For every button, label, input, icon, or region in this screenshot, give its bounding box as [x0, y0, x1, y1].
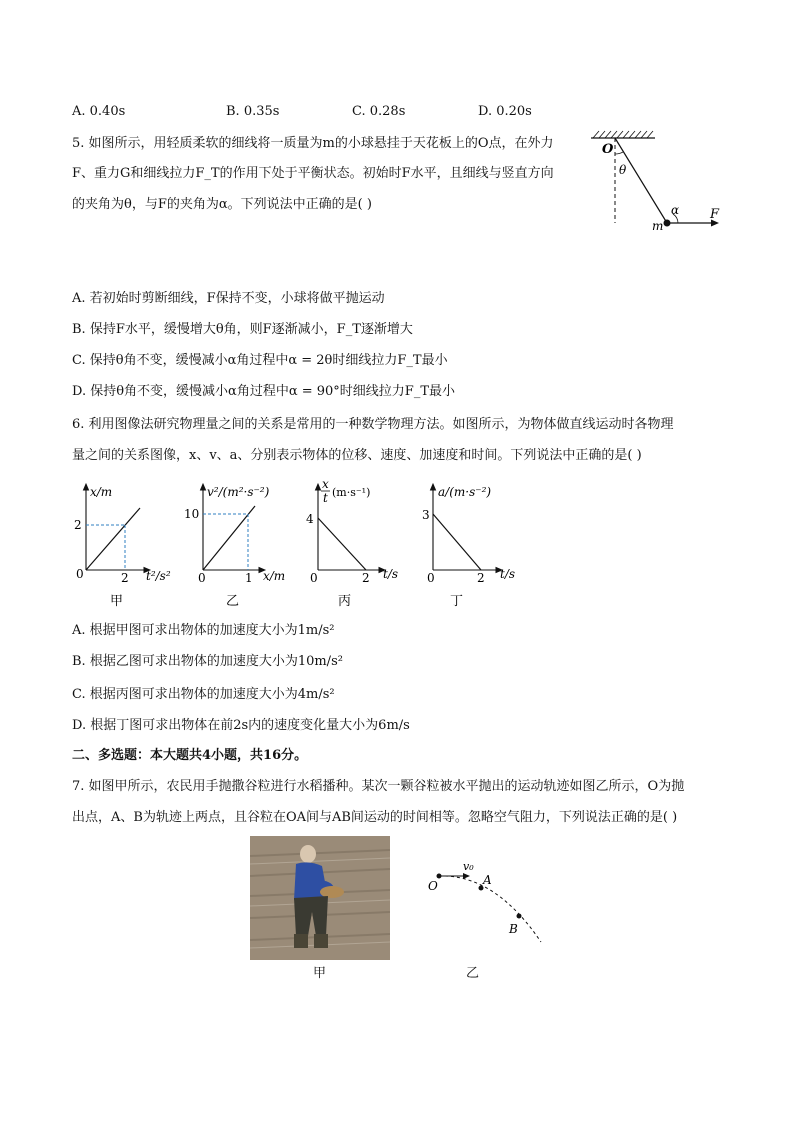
q5-stem-line-1: 5. 如图所示，用轻质柔软的细线将一质量为m的小球悬挂于天花板上的O点，在外力: [72, 136, 554, 151]
farmer-sowing-photo: [250, 836, 390, 960]
graph-ding-ylabel: a/(m·s⁻²): [438, 485, 492, 499]
graph-jia-caption: 甲: [110, 594, 124, 609]
label-b: B: [509, 922, 518, 936]
q5-option-a: A. 若初始时剪断细线，F保持不变，小球将做平抛运动: [72, 291, 385, 306]
label-m: m: [652, 219, 664, 233]
graph-bing-origin: 0: [310, 571, 318, 585]
q7-photo-caption: 甲: [313, 966, 327, 981]
graph-ding: [422, 484, 515, 609]
graph-yi-line: [203, 506, 255, 570]
graph-ding-caption: 丁: [450, 594, 464, 609]
label-f: F: [710, 207, 720, 222]
graph-jia-xlabel: t²/s²: [146, 569, 171, 583]
ball: [664, 220, 671, 227]
graph-bing-xlabel: t/s: [383, 567, 399, 581]
q7-stem-line-1: 7. 如图甲所示，农民用手抛撒谷粒进行水稻播种。某次一颗谷粒被水平抛出的运动轨迹如图乙所示，O为抛: [72, 779, 685, 794]
point-b: [517, 914, 522, 919]
graph-bing-caption: 丙: [338, 594, 352, 609]
graph-ding-xlabel: t/s: [500, 567, 516, 581]
graph-bing-ylabel-top: x: [322, 478, 329, 491]
graph-jia-line: [86, 508, 140, 570]
q6-option-b: B. 根据乙图可求出物体的加速度大小为10m/s²: [72, 654, 343, 669]
label-a: A: [483, 873, 492, 887]
section-2-title: 二、多选题：本大题共4小题，共16分。: [72, 748, 308, 763]
q6-option-d: D. 根据丁图可求出物体在前2s内的速度变化量大小为6m/s: [72, 718, 410, 733]
graph-yi: [184, 484, 285, 609]
graph-yi-yval: 10: [184, 507, 200, 521]
graph-bing-ylabel-unit: (m·s⁻¹): [332, 486, 371, 499]
graph-yi-ylabel: v²/(m²·s⁻²): [207, 485, 270, 499]
q5-option-b: B. 保持F水平，缓慢增大θ角，则F逐渐减小，F_T逐渐增大: [72, 322, 413, 337]
q7-trajectory-diagram: [425, 856, 555, 951]
label-v0: v₀: [463, 860, 474, 873]
graph-jia-xval: 2: [121, 571, 129, 585]
label-alpha: α: [671, 203, 680, 217]
graph-yi-xval: 1: [245, 571, 253, 585]
graph-bing-line: [318, 518, 366, 570]
q5-option-d: D. 保持θ角不变，缓慢减小α角过程中α = 90°时细线拉力F_T最小: [72, 384, 455, 399]
graph-bing-ylabel-bottom: t: [323, 491, 328, 505]
graph-bing: [306, 478, 398, 609]
graph-ding-xval: 2: [477, 571, 485, 585]
q6-stem-line-1: 6. 利用图像法研究物理量之间的关系是常用的一种数学物理方法。如图所示，为物体做直线运动时各物理: [72, 417, 674, 432]
q5-pendulum-diagram: [585, 128, 725, 238]
graph-ding-line: [433, 514, 481, 570]
graph-yi-caption: 乙: [226, 594, 240, 609]
label-o: O: [602, 142, 614, 157]
graph-jia: [74, 484, 171, 609]
graph-yi-origin: 0: [198, 571, 206, 585]
q4-option-c: C. 0.28s: [352, 104, 406, 119]
graph-bing-xval: 2: [362, 571, 370, 585]
label-o: O: [428, 879, 438, 893]
graph-bing-yval: 4: [306, 512, 314, 526]
q4-option-a: A. 0.40s: [72, 104, 126, 119]
graph-ding-yval: 3: [422, 508, 430, 522]
graph-ding-origin: 0: [427, 571, 435, 585]
q6-option-c: C. 根据丙图可求出物体的加速度大小为4m/s²: [72, 687, 335, 702]
q5-option-c: C. 保持θ角不变，缓慢减小α角过程中α = 2θ时细线拉力F_T最小: [72, 353, 448, 368]
q6-option-a: A. 根据甲图可求出物体的加速度大小为1m/s²: [72, 623, 335, 638]
q5-stem-line-3: 的夹角为θ，与F的夹角为α。下列说法中正确的是( ): [72, 197, 372, 212]
q7-diagram-caption: 乙: [466, 966, 480, 981]
point-o: [437, 874, 442, 879]
label-theta: θ: [619, 163, 627, 177]
graph-jia-origin: 0: [76, 567, 84, 581]
q5-stem-line-2: F、重力G和细线拉力F_T的作用下处于平衡状态。初始时F水平，且细线与竖直方向: [72, 166, 554, 181]
string-line: [615, 138, 667, 223]
q7-stem-line-2: 出点，A、B为轨迹上两点，且谷粒在OA间与AB间运动的时间相等。忽略空气阻力，下列说法正确的是( ): [72, 810, 678, 825]
q4-option-d: D. 0.20s: [478, 104, 532, 119]
graph-jia-ylabel: x/m: [90, 485, 113, 499]
q6-graphs: [70, 478, 530, 613]
q6-stem-line-2: 量之间的关系图像，x、v、a、分别表示物体的位移、速度、加速度和时间。下列说法中正确的是( ): [72, 448, 642, 463]
graph-yi-xlabel: x/m: [263, 569, 286, 583]
graph-jia-yval: 2: [74, 518, 82, 532]
q4-option-b: B. 0.35s: [226, 104, 280, 119]
